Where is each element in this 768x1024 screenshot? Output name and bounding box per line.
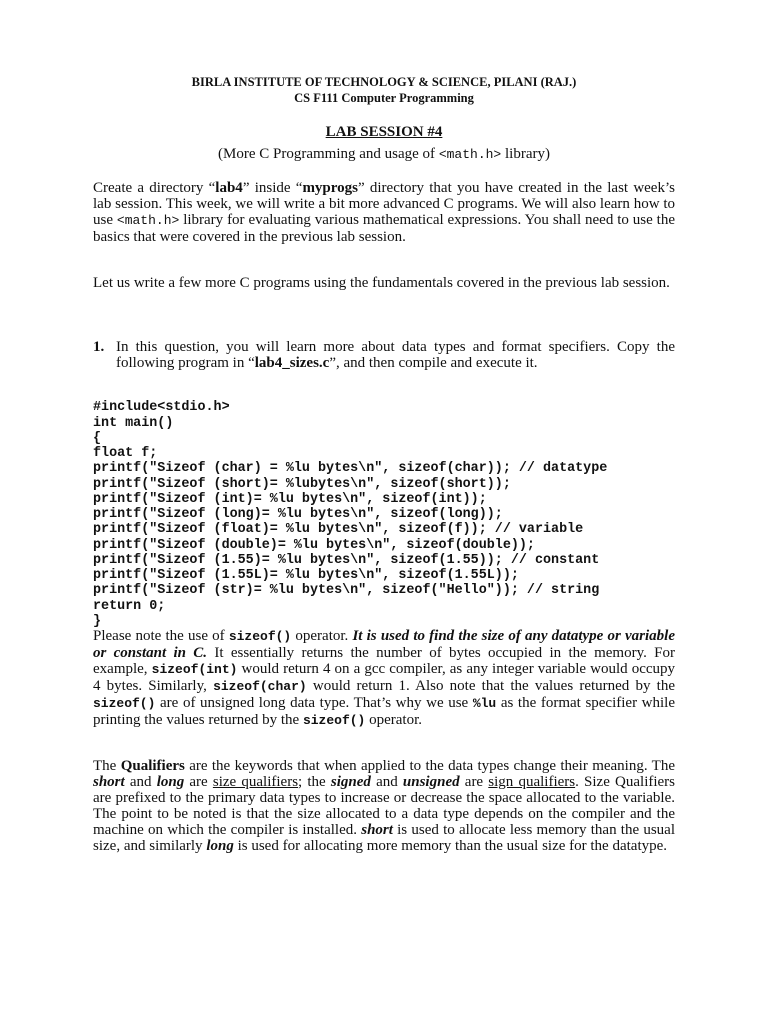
p3-sizeof-2: sizeof() [93, 696, 156, 711]
p3-emphasis: It is used to find the size of any datatype or variable or constant in C. [93, 628, 675, 661]
p3-a: Please note the use of [93, 628, 229, 644]
page-subtitle [0, 146, 768, 163]
p4-long-2: long [206, 838, 234, 854]
p3-sizeof-1: sizeof() [228, 629, 292, 644]
p4-h: . Size Qualifiers are prefixed to the primary data types to increase or decrease the space allocated to the variable. The point to be noted is that the size allocated to a data type depends on the compiler and the machine on which the compiler is installed. [93, 774, 676, 838]
code-line: printf("Sizeof (long)= %lu bytes\n", sizeof(long)); [93, 507, 503, 522]
q1-b: ”, and then compile and execute it. [329, 355, 538, 371]
p4-qualifiers: Qualifiers [120, 758, 185, 774]
p1-c: ” directory that you have created in the last week’s lab session. This week, we will write a bit more advanced C programs. We will also learn how to use [93, 180, 675, 228]
p3-b: operator. [291, 628, 353, 644]
p1-d: library for evaluating various mathematical expressions. You shall need to use the basics that were covered in the previous lab session. [93, 212, 675, 245]
p4-b: are the keywords that when applied to the data types change their meaning. The [184, 758, 676, 774]
code-line: printf("Sizeof (str)= %lu bytes\n", sizeof("Hello")); // string [93, 583, 600, 599]
code-line: printf("Sizeof (float)= %lu bytes\n", sizeof(f)); // variable [93, 522, 584, 538]
code-line: #include<stdio.h> [93, 400, 230, 416]
p4-d: are [184, 774, 213, 790]
p3-h: operator. [365, 712, 423, 728]
p3-sizeof-3: sizeof() [302, 713, 366, 728]
p4-size-qualifiers: size qualifiers [212, 774, 299, 790]
p1-a: Create a directory “ [93, 180, 216, 196]
p1-lib: <math.h> [116, 213, 180, 228]
code-line: printf("Sizeof (1.55L)= %lu bytes\n", sizeof(1.55L)); [93, 568, 519, 583]
p3-d: would return 4 on a gcc compiler, as any integer variable would occupy 4 bytes. Similarly, [93, 661, 676, 694]
question-text [116, 339, 675, 371]
p3-sizeof-char: sizeof(char) [213, 679, 307, 694]
p4-sign-qualifiers: sign qualifiers [488, 774, 576, 790]
qualifiers-paragraph [93, 758, 675, 854]
second-paragraph: Let us write a few more C programs using the fundamentals covered in the previous lab session. [93, 275, 670, 291]
code-line: printf("Sizeof (char) = %lu bytes\n", sizeof(char)); // datatype [93, 461, 608, 477]
p4-short-1: short [93, 774, 125, 790]
p4-a: The [93, 758, 121, 774]
p4-f: and [370, 774, 403, 790]
intro-paragraph [93, 180, 675, 245]
code-line: int main() [93, 415, 174, 431]
code-line: printf("Sizeof (int)= %lu bytes\n", sizeof(int)); [93, 491, 487, 507]
course-header: CS F111 Computer Programming [294, 91, 474, 105]
p4-e: ; the [298, 774, 331, 790]
p3-e: would return 1. Also note that the values returned by the [306, 678, 675, 694]
question-number: 1. [93, 339, 105, 355]
code-line: return 0; [93, 598, 166, 614]
p4-signed: signed [330, 774, 371, 790]
p1-lab4: lab4 [215, 180, 243, 196]
code-line: printf("Sizeof (1.55)= %lu bytes\n", sizeof(1.55)); // constant [93, 552, 600, 568]
p4-g: are [459, 774, 489, 790]
subtitle-lib: <math.h> [438, 147, 502, 162]
sizeof-paragraph [93, 628, 675, 729]
code-line: printf("Sizeof (double)= %lu bytes\n", sizeof(double)); [93, 537, 535, 553]
p3-g: as the format specifier while printing the values returned by the [93, 695, 676, 728]
p3-c: It essentially returns the number of bytes occupied in the memory. For example, [93, 645, 675, 677]
institute-header: BIRLA INSTITUTE OF TECHNOLOGY & SCIENCE, PILANI (RAJ.) [191, 75, 577, 89]
p1-myprogs: myprogs [302, 180, 358, 196]
p3-lu: %lu [472, 696, 497, 711]
code-block [93, 385, 607, 629]
p4-unsigned: unsigned [402, 774, 460, 790]
code-line: float f; [93, 446, 158, 461]
page-title: LAB SESSION #4 [325, 124, 443, 140]
p4-i: is used to allocate less memory than the usual size, and similarly [93, 822, 676, 854]
q1-a: In this question, you will learn more about data types and format specifiers. Copy the following program in “ [116, 339, 675, 371]
code-line: { [93, 430, 102, 446]
p3-f: are of unsigned long data type. That’s why we use [155, 695, 473, 711]
subtitle-pre: (More C Programming and usage of [218, 146, 439, 162]
code-line: printf("Sizeof (short)= %lubytes\n", sizeof(short)); [93, 476, 511, 492]
subtitle-post: library) [501, 146, 550, 162]
p1-b: ” inside “ [242, 180, 303, 196]
p4-long-1: long [156, 774, 185, 790]
p4-j: is used for allocating more memory than the usual size for the datatype. [233, 838, 668, 854]
q1-file: lab4_sizes.c [254, 355, 330, 371]
p4-c: and [124, 774, 157, 790]
p3-sizeof-int: sizeof(int) [151, 662, 238, 677]
code-line: } [93, 613, 102, 629]
p4-short-2: short [361, 822, 393, 838]
